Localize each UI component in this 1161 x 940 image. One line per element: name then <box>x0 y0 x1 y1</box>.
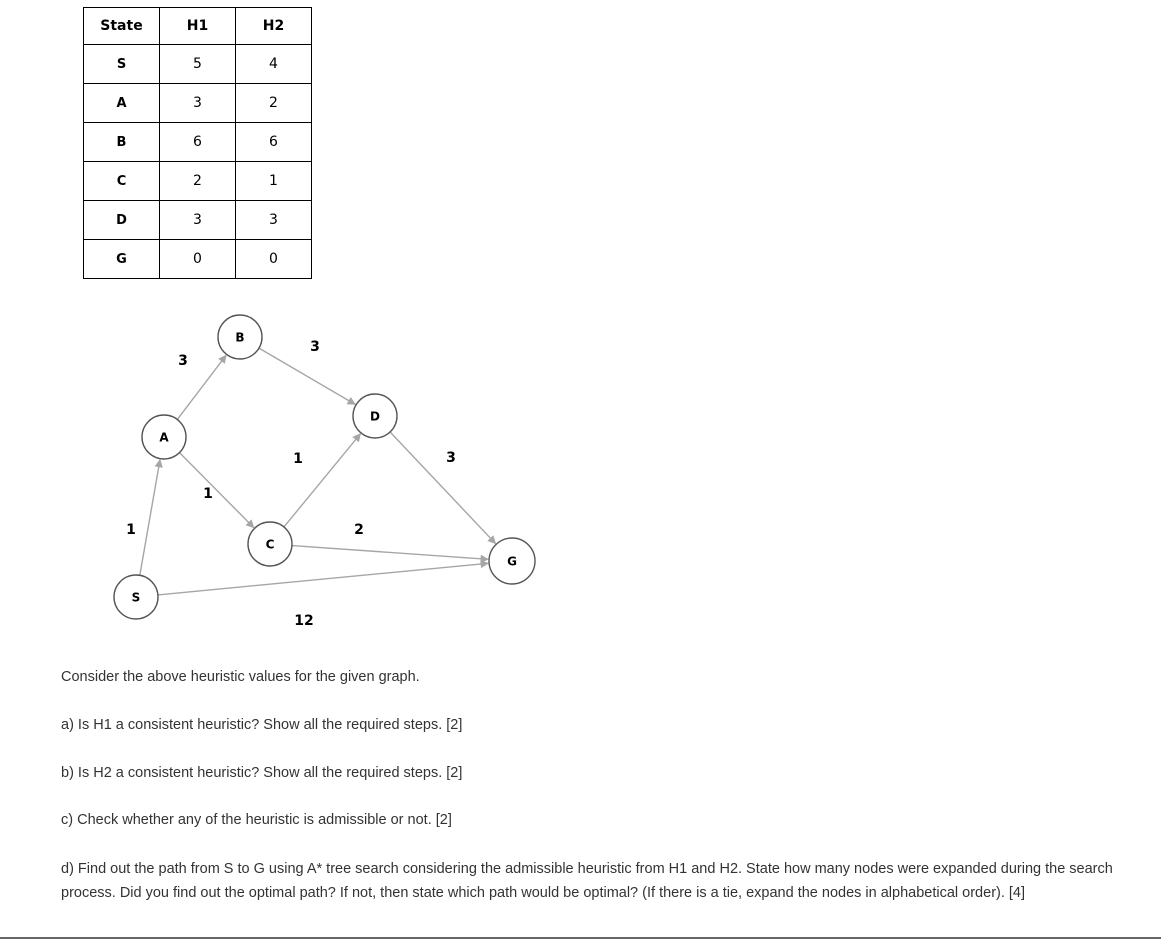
node-label: C <box>265 537 275 552</box>
h1-cell: 6 <box>160 123 236 162</box>
node-a <box>142 415 186 459</box>
edge-c-g <box>292 546 488 560</box>
node-c <box>248 522 292 566</box>
header-state: State <box>84 8 160 45</box>
node-label: D <box>370 409 380 424</box>
state-cell: B <box>84 123 160 162</box>
table-row <box>84 240 312 279</box>
node-label: B <box>235 330 245 345</box>
edge-cost-c-g: 2 <box>354 522 364 538</box>
edge-cost-a-b: 3 <box>178 353 188 369</box>
h1-cell: 2 <box>160 162 236 201</box>
edge-b-d <box>259 348 355 404</box>
edge-cost-c-d: 1 <box>293 451 303 467</box>
edge-c-d <box>284 434 360 527</box>
edge-cost-s-a: 1 <box>126 522 136 538</box>
h1-cell: 3 <box>160 84 236 123</box>
bottom-divider <box>0 937 1161 939</box>
state-cell: G <box>84 240 160 279</box>
edge-d-g <box>390 432 495 544</box>
edge-s-g <box>158 563 488 595</box>
state-cell: A <box>84 84 160 123</box>
edge-cost-b-d: 3 <box>310 339 320 355</box>
table-row <box>84 45 312 84</box>
table-row <box>84 84 312 123</box>
node-label: A <box>159 430 169 445</box>
edge-cost-s-g: 12 <box>294 613 314 629</box>
question-b: b) Is H2 a consistent heuristic? Show all the required steps. [2] <box>61 765 463 781</box>
header-h1: H1 <box>160 8 236 45</box>
h2-cell: 0 <box>236 240 312 279</box>
header-h2: H2 <box>236 8 312 45</box>
h1-cell: 5 <box>160 45 236 84</box>
state-cell: S <box>84 45 160 84</box>
node-label: G <box>507 554 517 569</box>
node-s <box>114 575 158 619</box>
table-row <box>84 201 312 240</box>
heuristic-table <box>83 7 312 279</box>
table-header-row <box>84 8 312 45</box>
edge-s-a <box>140 460 160 576</box>
table-row <box>84 162 312 201</box>
h1-cell: 3 <box>160 201 236 240</box>
node-b <box>218 315 262 359</box>
node-g <box>489 538 535 584</box>
h2-cell: 2 <box>236 84 312 123</box>
question-a: a) Is H1 a consistent heuristic? Show all the required steps. [2] <box>61 717 463 733</box>
h2-cell: 1 <box>236 162 312 201</box>
node-label: S <box>131 590 141 605</box>
question-c: c) Check whether any of the heuristic is admissible or not. [2] <box>61 812 452 828</box>
node-d <box>353 394 397 438</box>
h2-cell: 3 <box>236 201 312 240</box>
edge-a-c <box>179 453 253 528</box>
table-row <box>84 123 312 162</box>
state-cell: C <box>84 162 160 201</box>
h2-cell: 6 <box>236 123 312 162</box>
intro-text: Consider the above heuristic values for the given graph. <box>61 669 420 685</box>
question-d: d) Find out the path from S to G using A* tree search considering the admissible heuristic from H1 and H2. State how many nodes were expanded during the search process. Did you find out the optimal path? If not, then state which path would be optimal? (If there is a tie, expand the nodes in alphabetical order). [4] <box>61 861 1113 901</box>
edge-cost-d-g: 3 <box>446 450 456 466</box>
h1-cell: 0 <box>160 240 236 279</box>
h2-cell: 4 <box>236 45 312 84</box>
state-graph <box>0 300 600 640</box>
edge-cost-a-c: 1 <box>203 486 213 502</box>
state-cell: D <box>84 201 160 240</box>
